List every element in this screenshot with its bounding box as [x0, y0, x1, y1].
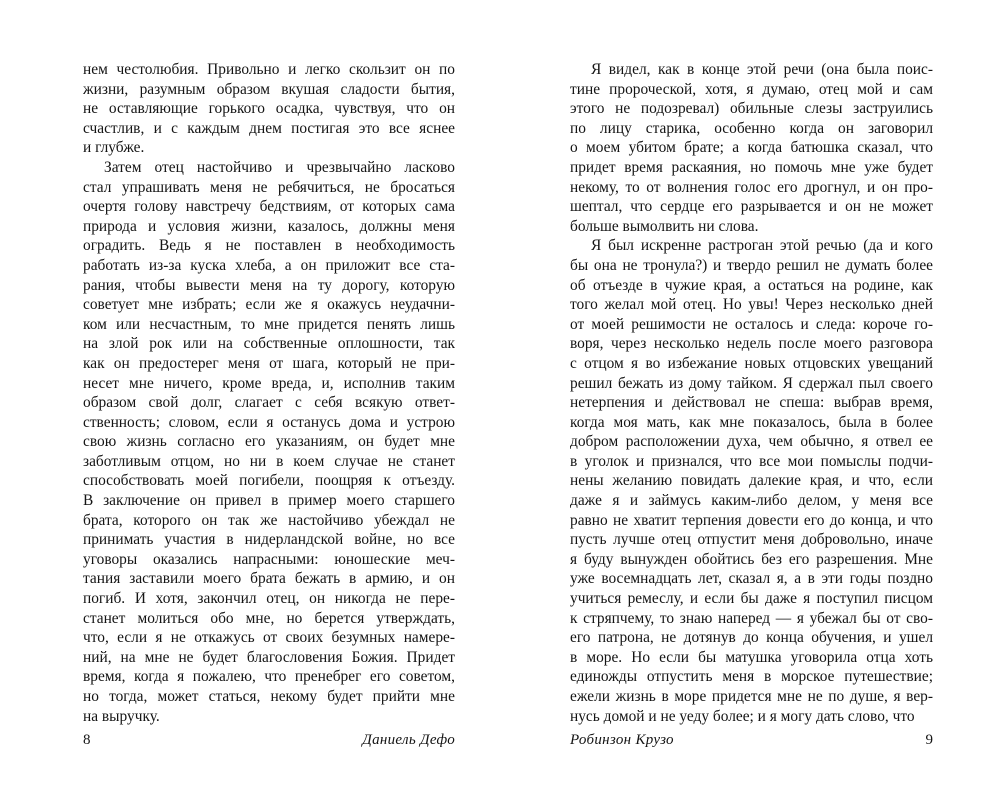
text-line: время, когда я пожалею, что пренебрег его советом, [83, 668, 455, 686]
text-line: о моем убитом брате; а когда батюшка сказал, что [570, 139, 933, 157]
text-line: брата, которого он так же настойчиво убеждал не [83, 511, 455, 529]
text-line: в уголок и признался, что все мои помыслы подчи- [570, 452, 933, 470]
right-page-footer [570, 730, 933, 750]
text-line: шептал, что сердце его разрывается и он не может [570, 198, 933, 216]
text-line: уговоры оказались напрасными: юношеские меч- [83, 550, 455, 568]
text-line: станет молиться обо мне, но берется утверждать, [83, 609, 455, 627]
text-line: погиб. И хотя, закончил отец, он никогда не пере- [83, 590, 455, 608]
text-line: ком или несчастным, то мне придется пенять лишь [83, 315, 455, 333]
text-line: не оставляющие горького осадка, чувствуя, что он [83, 100, 455, 118]
text-line: нусь домой и не уеду более; и я могу дать слово, что [570, 707, 915, 725]
text-line: учиться ремеслу, и если бы даже я поступил писцом [570, 590, 933, 608]
text-line: природа и условия жизни, казалось, должны меня [83, 217, 455, 235]
text-line: воря, через несколько недель после моего разговора [570, 335, 933, 353]
text-line: что, если я не откажусь от своих безумных намере- [83, 629, 455, 647]
text-line: нетерпения и действовал не спеша: выбрав время, [570, 394, 933, 412]
text-line: очертя голову навстречу бедствиям, от которых сама [83, 198, 455, 216]
text-line: на выручку. [83, 707, 160, 725]
left-page-footer [83, 730, 455, 750]
text-line: я буду вынужден обойтись без его разрешения. Мне [570, 550, 933, 568]
text-line: в море. Но если бы матушка уговорила отца хоть [570, 648, 933, 666]
text-line: на злой рок или на собственные оплошности, так [83, 335, 455, 353]
text-line: тине пророческой, хотя, я думаю, отец мой и сам [570, 80, 933, 98]
text-line: ственность; словом, если я останусь дома и устрою [83, 413, 455, 431]
text-line: решил бежать из дому тайком. Я сдержал пыл своего [570, 374, 933, 392]
text-line: тания заставили моего брата бежать в армию, и он [83, 570, 455, 588]
text-line: принимать участия в нидерландской войне, но все [83, 531, 455, 549]
text-line: добром расположении духа, чем обычно, я отвел ее [570, 433, 933, 451]
text-line: с отцом я во избежание новых отцовских увещаний [570, 354, 933, 372]
text-line: рания, чтобы вывести меня на ту дорогу, которую [83, 276, 455, 294]
text-line: по лицу старика, особенно когда он заговорил [570, 119, 933, 137]
text-line: как он предостерег меня от шага, который не при- [83, 354, 455, 372]
text-line: единожды отпустить меня в морское путешествие; [570, 668, 933, 686]
text-line: того желал мой отец. Но увы! Через несколько дней [570, 296, 933, 314]
text-line: придет время раскаяния, но помочь мне уже будет [570, 158, 933, 176]
text-line: свою жизнь согласно его указаниям, он будет мне [83, 433, 455, 451]
text-line: этого не подозревал) обильные слезы заструились [570, 100, 933, 118]
text-line: советует мне избрать; если же я окажусь неудачни- [83, 296, 455, 314]
right-page-running-title: Робинзон Крузо [570, 732, 674, 748]
text-line: способствовать моей погибели, поощряя к отъезду. [83, 472, 455, 490]
text-line: пусть лучше отец отпустит меня добровольно, иначе [570, 531, 933, 549]
left-page-running-title: Даниель Дефо [362, 732, 455, 748]
left-page-number: 8 [83, 732, 91, 748]
text-line: от моей решимости не осталось и следа: короче го- [570, 315, 933, 333]
text-line: жизни, разумным образом вкушая сладости бытия, [83, 80, 455, 98]
text-line: нем честолюбия. Привольно и легко скользит он по [83, 61, 455, 78]
text-line: несет мне ничего, кроме вреда, и, исполнив таким [83, 374, 455, 392]
left-page-text-column [83, 60, 455, 726]
text-line: и глубже. [83, 139, 145, 157]
text-line: некому, то от волнения голос его дрогнул, и он про- [570, 178, 933, 196]
text-line: Я видел, как в конце этой речи (она была поис- [591, 61, 933, 78]
text-line: работать из-за куска хлеба, а он приложит все ста- [83, 256, 455, 274]
text-line: Я был искренне растроган этой речью (да и кого [591, 237, 933, 255]
text-line: образом свой долг, слагает с себя всякую ответ- [83, 394, 455, 412]
text-line: об отъезде в чужие края, а остаться на родине, как [570, 276, 933, 294]
right-page-text-column [570, 60, 933, 726]
right-page-number: 9 [925, 732, 933, 748]
text-line: нены желанию повидать далекие края, и что, если [570, 472, 933, 490]
text-line: бы она не тронула?) и твердо решил не думать более [570, 256, 933, 274]
text-line: заботливым отцом, но ни в коем случае не станет [83, 452, 455, 470]
text-line: ежели жизнь в море придется мне не по душе, я вер- [570, 688, 933, 705]
text-line: равно не хватит терпения довести его до конца, и что [570, 511, 933, 529]
text-line: больше вымолвить ни слова. [570, 217, 759, 235]
text-line: оградить. Ведь я не поставлен в необходимость [83, 237, 455, 255]
text-line: В заключение он привел в пример моего старшего [83, 492, 455, 510]
text-line: даже я и займусь каким-либо делом, у меня все [570, 492, 933, 510]
text-line: Затем отец настойчиво и чрезвычайно ласково [104, 158, 455, 176]
text-line: счастлив, и с каждым днем постигая это все яснее [83, 119, 455, 137]
text-line: но тогда, может статься, некому будет прийти мне [83, 688, 455, 705]
text-line: уже восемнадцать лет, сказал я, а в эти годы поздно [570, 570, 933, 588]
text-line: стал упрашивать меня не ребячиться, не бросаться [83, 178, 455, 196]
text-line: к стряпчему, то знаю наперед — я убежал бы от сво- [570, 609, 933, 627]
text-line: ний, на мне не будет благословения Божия. Придет [83, 648, 455, 666]
text-line: когда моя мать, как мне показалось, была в более [570, 413, 933, 431]
text-line: его патрона, не дотянув до конца обучения, и ушел [570, 629, 933, 647]
